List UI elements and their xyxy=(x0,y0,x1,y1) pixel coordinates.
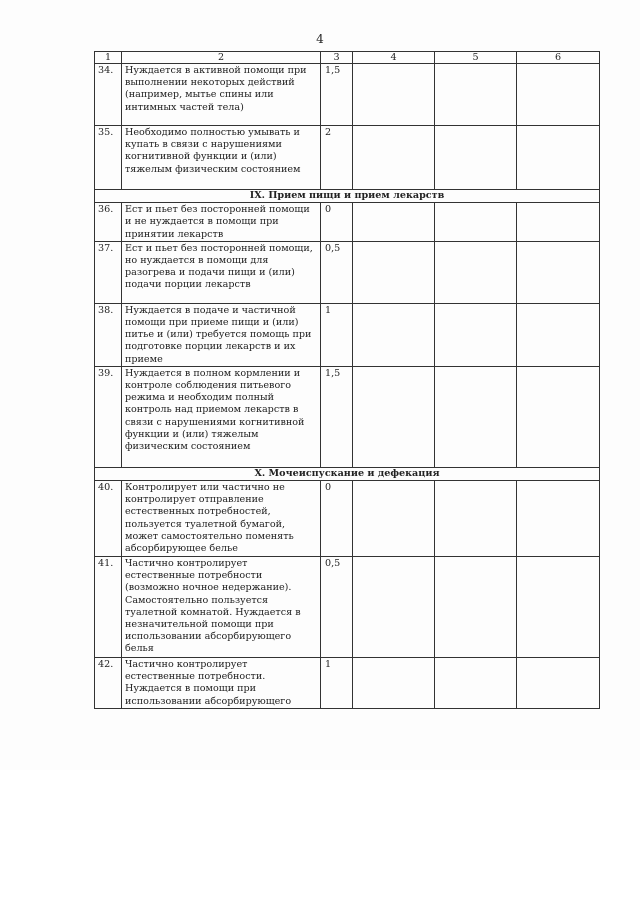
empty-cell xyxy=(517,126,600,190)
table-header-row xyxy=(95,52,600,64)
table-row xyxy=(95,203,600,242)
item-score: 0 xyxy=(321,481,353,557)
item-number: 36. xyxy=(95,203,122,242)
item-score: 0,5 xyxy=(321,241,353,303)
header-cell: 5 xyxy=(435,52,517,64)
table-row xyxy=(95,303,600,366)
table-row xyxy=(95,241,600,303)
empty-cell xyxy=(517,366,600,467)
empty-cell xyxy=(353,126,435,190)
empty-cell xyxy=(435,303,517,366)
header-cell: 4 xyxy=(353,52,435,64)
empty-cell xyxy=(353,241,435,303)
empty-cell xyxy=(435,64,517,126)
empty-cell xyxy=(435,557,517,658)
item-score: 1,5 xyxy=(321,64,353,126)
item-description: Ест и пьет без посторонней помощи, но нуждается в помощи для разогрева и подачи пищи и (или) подачи порции лекарств xyxy=(122,241,321,303)
empty-cell xyxy=(353,64,435,126)
item-description: Частично контролирует естественные потребности. Нуждается в помощи при использовании абсорбирующего xyxy=(122,658,321,709)
empty-cell xyxy=(517,303,600,366)
item-score: 1 xyxy=(321,658,353,709)
empty-cell xyxy=(517,658,600,709)
item-description: Ест и пьет без посторонней помощи и не нуждается в помощи при принятии лекарств xyxy=(122,203,321,242)
empty-cell xyxy=(353,481,435,557)
empty-cell xyxy=(435,658,517,709)
item-number: 42. xyxy=(95,658,122,709)
empty-cell xyxy=(517,557,600,658)
item-score: 1,5 xyxy=(321,366,353,467)
empty-cell xyxy=(435,203,517,242)
header-cell: 3 xyxy=(321,52,353,64)
item-number: 40. xyxy=(95,481,122,557)
empty-cell xyxy=(353,203,435,242)
item-number: 38. xyxy=(95,303,122,366)
table-row xyxy=(95,366,600,467)
table-row xyxy=(95,557,600,658)
section-heading-row xyxy=(95,190,600,203)
item-score: 1 xyxy=(321,303,353,366)
item-description: Необходимо полностью умывать и купать в связи с нарушениями когнитивной функции и (или) тяжелым физическим состоянием xyxy=(122,126,321,190)
item-description: Частично контролирует естественные потребности (возможно ночное недержание). Самостоятельно пользуется туалетной комнатой. Нуждается в незначительной помощи при использовании абсорбирующего белья xyxy=(122,557,321,658)
empty-cell xyxy=(517,64,600,126)
item-score: 0,5 xyxy=(321,557,353,658)
empty-cell xyxy=(517,203,600,242)
table-row xyxy=(95,64,600,126)
item-description: Контролирует или частично не контролирует отправление естественных потребностей, пользуется туалетной бумагой, может самостоятельно поменять абсорбирующее белье xyxy=(122,481,321,557)
item-number: 41. xyxy=(95,557,122,658)
page-number: 4 xyxy=(316,32,324,46)
table-row xyxy=(95,126,600,190)
empty-cell xyxy=(435,366,517,467)
section-heading-row xyxy=(95,467,600,480)
empty-cell xyxy=(435,126,517,190)
item-number: 34. xyxy=(95,64,122,126)
empty-cell xyxy=(353,557,435,658)
item-number: 39. xyxy=(95,366,122,467)
empty-cell xyxy=(435,481,517,557)
empty-cell xyxy=(517,241,600,303)
item-description: Нуждается в полном кормлении и контроле соблюдения питьевого режима и необходим полный контроль над приемом лекарств в связи с нарушениями когнитивной функции и (или) тяжелым физическим состоянием xyxy=(122,366,321,467)
empty-cell xyxy=(435,241,517,303)
header-cell: 6 xyxy=(517,52,600,64)
empty-cell xyxy=(353,658,435,709)
item-number: 37. xyxy=(95,241,122,303)
section-title: X. Мочеиспускание и дефекация xyxy=(95,467,600,480)
header-cell: 1 xyxy=(95,52,122,64)
empty-cell xyxy=(517,481,600,557)
item-description: Нуждается в подаче и частичной помощи при приеме пищи и (или) питье и (или) требуется помощь при подготовке порции лекарств и их приеме xyxy=(122,303,321,366)
table-row xyxy=(95,658,600,709)
table-row xyxy=(95,481,600,557)
assessment-table xyxy=(94,51,600,709)
empty-cell xyxy=(353,303,435,366)
empty-cell xyxy=(353,366,435,467)
item-score: 0 xyxy=(321,203,353,242)
item-description: Нуждается в активной помощи при выполнении некоторых действий (например, мытье спины или интимных частей тела) xyxy=(122,64,321,126)
item-number: 35. xyxy=(95,126,122,190)
section-title: IX. Прием пищи и прием лекарств xyxy=(95,190,600,203)
header-cell: 2 xyxy=(122,52,321,64)
item-score: 2 xyxy=(321,126,353,190)
